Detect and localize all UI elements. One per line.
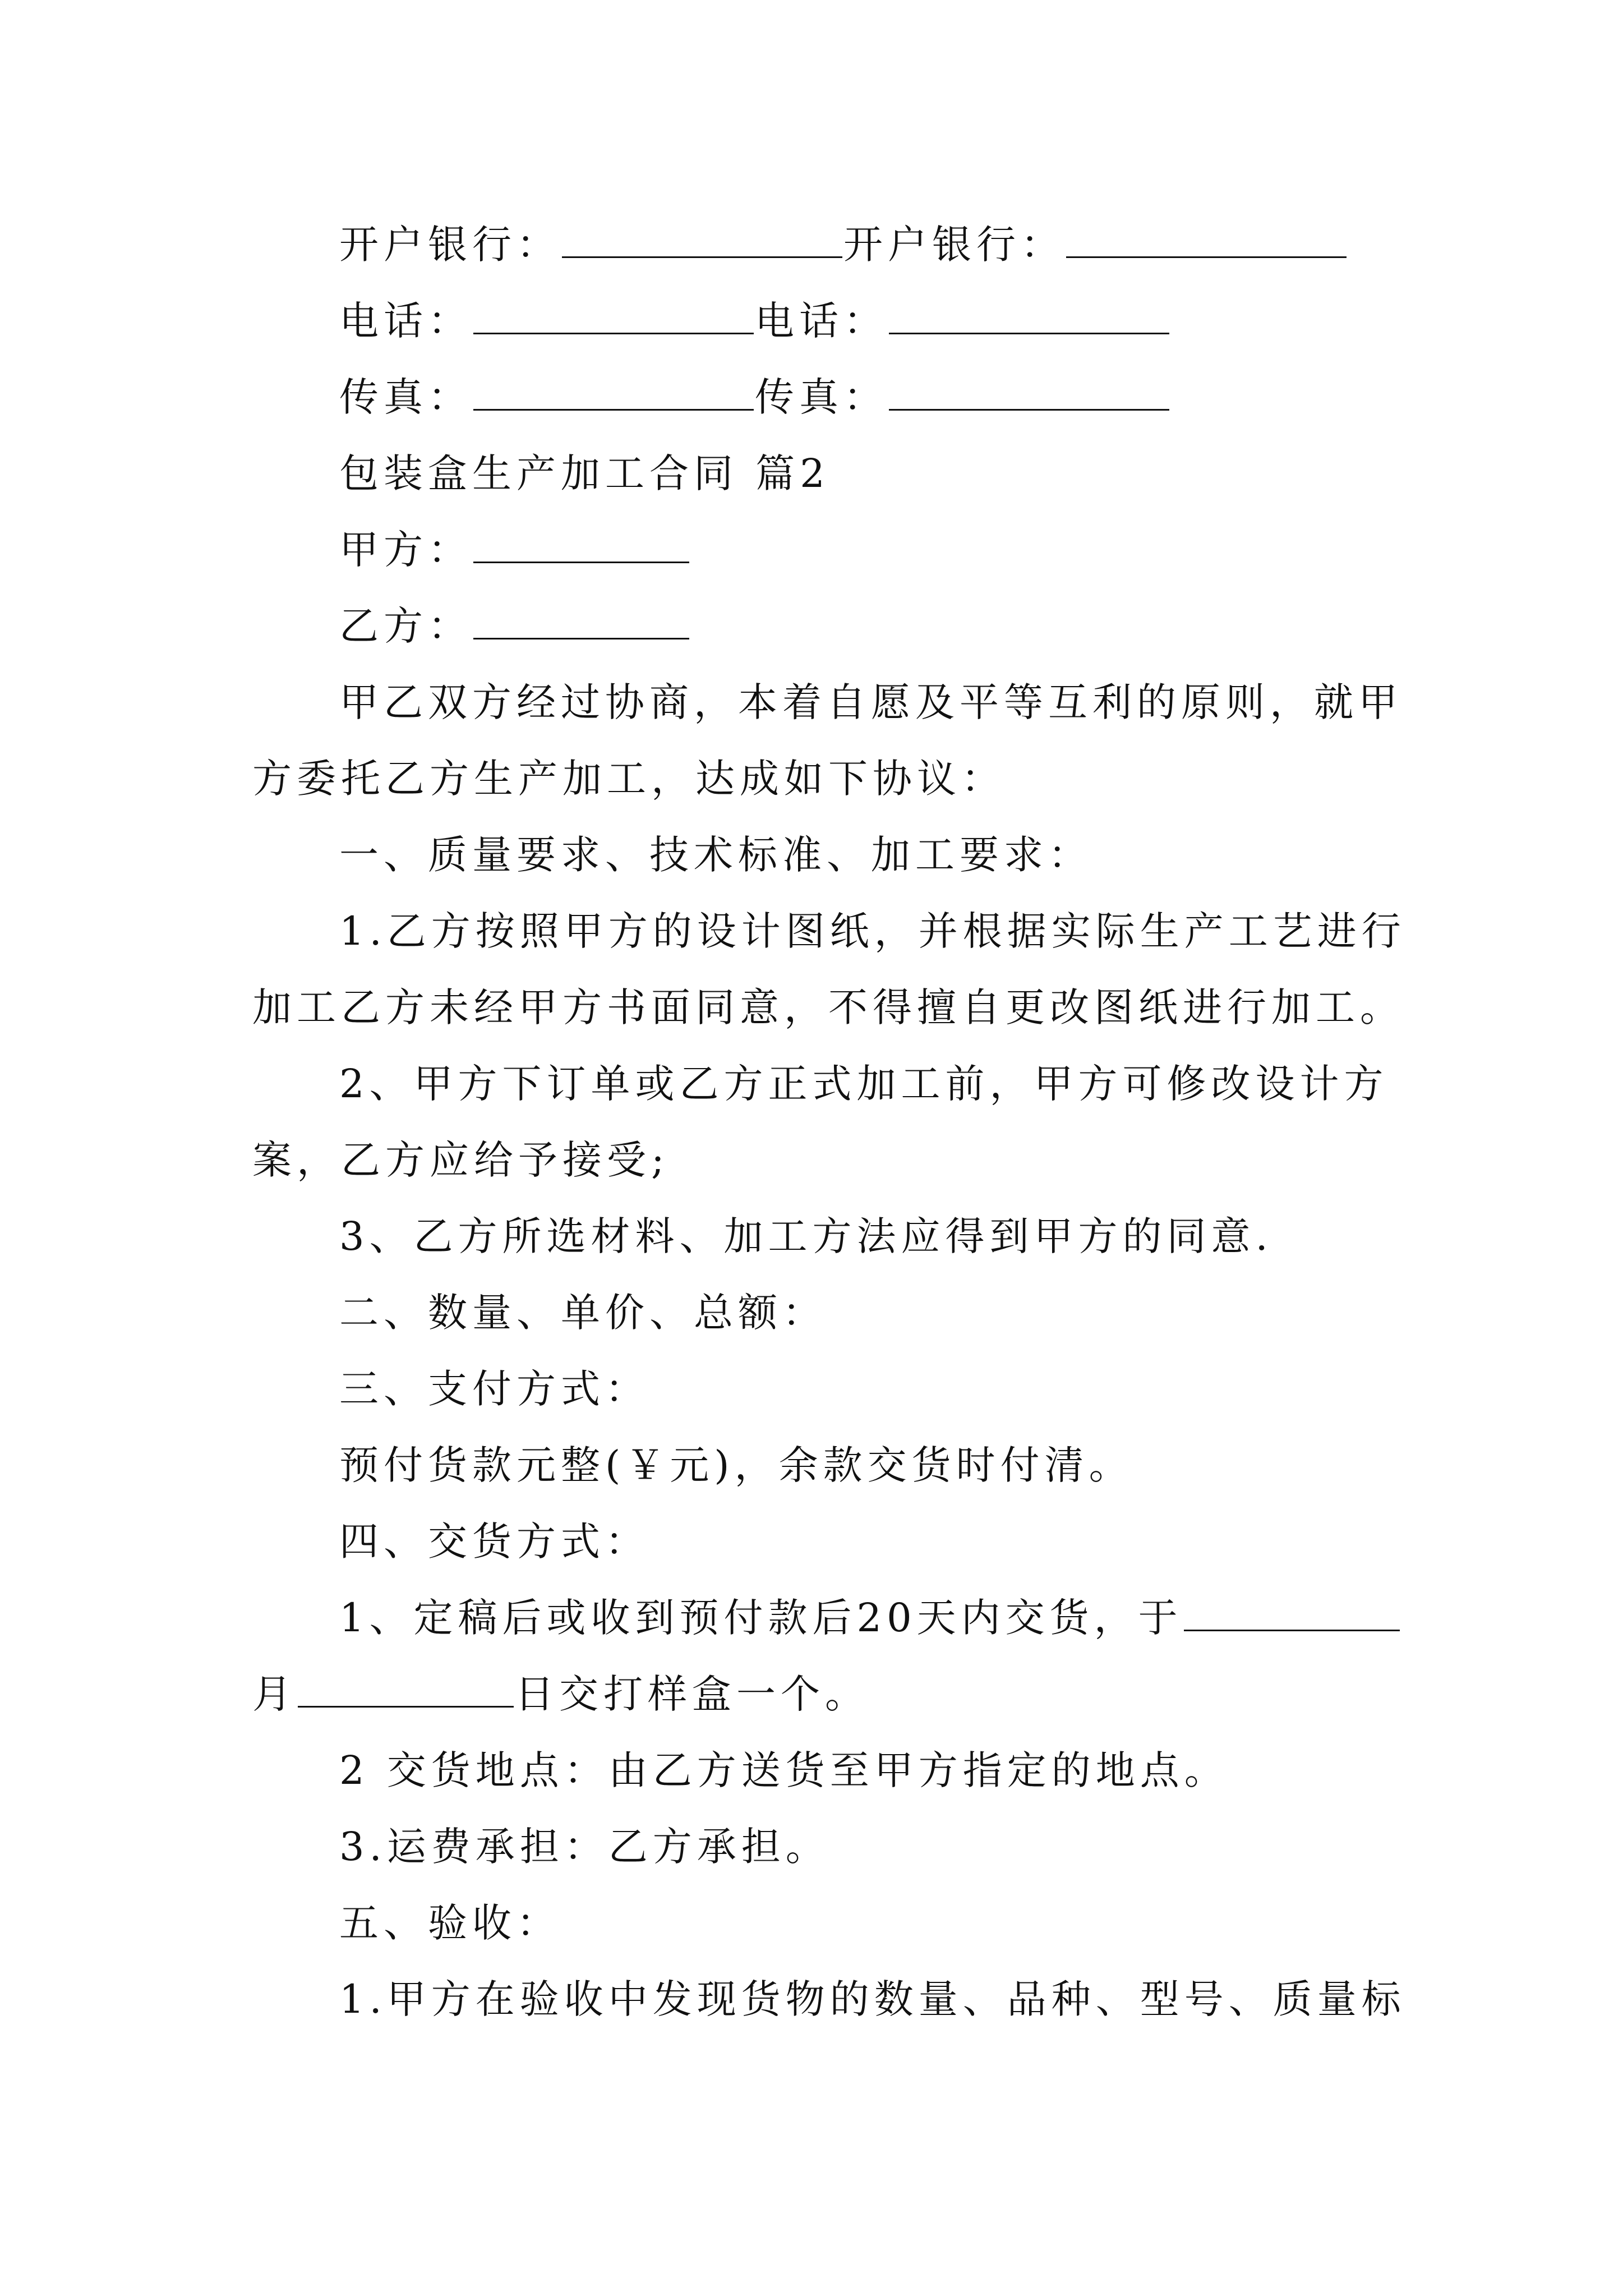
party-a-line: [252, 512, 1391, 588]
party-a-bank-label: 开户银行：: [339, 222, 561, 268]
party-a-blank: [473, 561, 689, 563]
item-1-3: 3、乙方所选材料、加工方法应得到甲方的同意.: [339, 1213, 1273, 1259]
item-4-1-line-1: [252, 1580, 1391, 1656]
section-1-heading: 一、质量要求、技术标准、加工要求：: [339, 832, 1092, 878]
section-3-heading: 三、支付方式：: [339, 1366, 649, 1412]
contract-title: 包装盒生产加工合同 篇2: [339, 450, 830, 496]
month-label: 月: [252, 1671, 297, 1717]
party-a-label: 甲方：: [339, 527, 472, 573]
item-4-3: 3.运费承担：乙方承担。: [339, 1824, 830, 1870]
item-4-2: 2 交货地点：由乙方送货至甲方指定的地点。: [339, 1747, 1229, 1793]
item-1-1-line-1: 1.乙方按照甲方的设计图纸，并根据实际生产工艺进行: [339, 908, 1406, 954]
party-b-bank-blank: [1066, 256, 1347, 258]
item-4-1-text: 1、定稿后或收到预付款后20天内交货，于: [339, 1595, 1183, 1641]
bank-line: [252, 206, 1391, 283]
sample-box-text: 日交打样盒一个。: [515, 1671, 869, 1717]
party-a-fax-label: 传真：: [339, 374, 472, 420]
intro-paragraph-line-2: 方委托乙方生产加工，达成如下协议：: [252, 756, 1006, 802]
party-b-blank: [473, 637, 689, 639]
section-2-heading: 二、数量、单价、总额：: [339, 1290, 827, 1336]
section-4-heading: 四、交货方式：: [339, 1519, 649, 1565]
document-body: [252, 206, 1406, 2037]
party-a-bank-blank: [562, 256, 842, 258]
party-b-line: [252, 588, 1391, 664]
party-b-bank-label: 开户银行：: [843, 222, 1065, 268]
party-b-label: 乙方：: [339, 603, 472, 649]
item-5-1: 1.甲方在验收中发现货物的数量、品种、型号、质量标: [339, 1976, 1406, 2022]
fax-line: [252, 359, 1391, 435]
phone-line: [252, 283, 1391, 359]
item-4-1-line-2: [252, 1656, 1391, 1732]
party-b-fax-blank: [889, 408, 1169, 411]
party-a-phone-blank: [473, 332, 754, 334]
delivery-day-blank: [298, 1705, 514, 1708]
item-1-1-line-2: 加工乙方未经甲方书面同意，不得擅自更改图纸进行加工。: [252, 984, 1404, 1030]
item-1-2-line-1: 2、甲方下订单或乙方正式加工前，甲方可修改设计方: [339, 1061, 1389, 1107]
payment-terms: 预付货款元整(￥元)，余款交货时付清。: [339, 1442, 1133, 1488]
delivery-month-blank: [1184, 1629, 1400, 1631]
item-1-2-line-2: 案，乙方应给予接受;: [252, 1137, 670, 1183]
intro-paragraph-line-1: 甲乙双方经过协商，本着自愿及平等互利的原则，就甲: [339, 679, 1403, 725]
party-b-fax-label: 传真：: [755, 374, 888, 420]
party-b-phone-blank: [889, 332, 1169, 334]
party-b-phone-label: 电话：: [755, 298, 888, 344]
section-5-heading: 五、验收：: [339, 1900, 561, 1946]
party-a-fax-blank: [473, 408, 754, 411]
party-a-phone-label: 电话：: [339, 298, 472, 344]
